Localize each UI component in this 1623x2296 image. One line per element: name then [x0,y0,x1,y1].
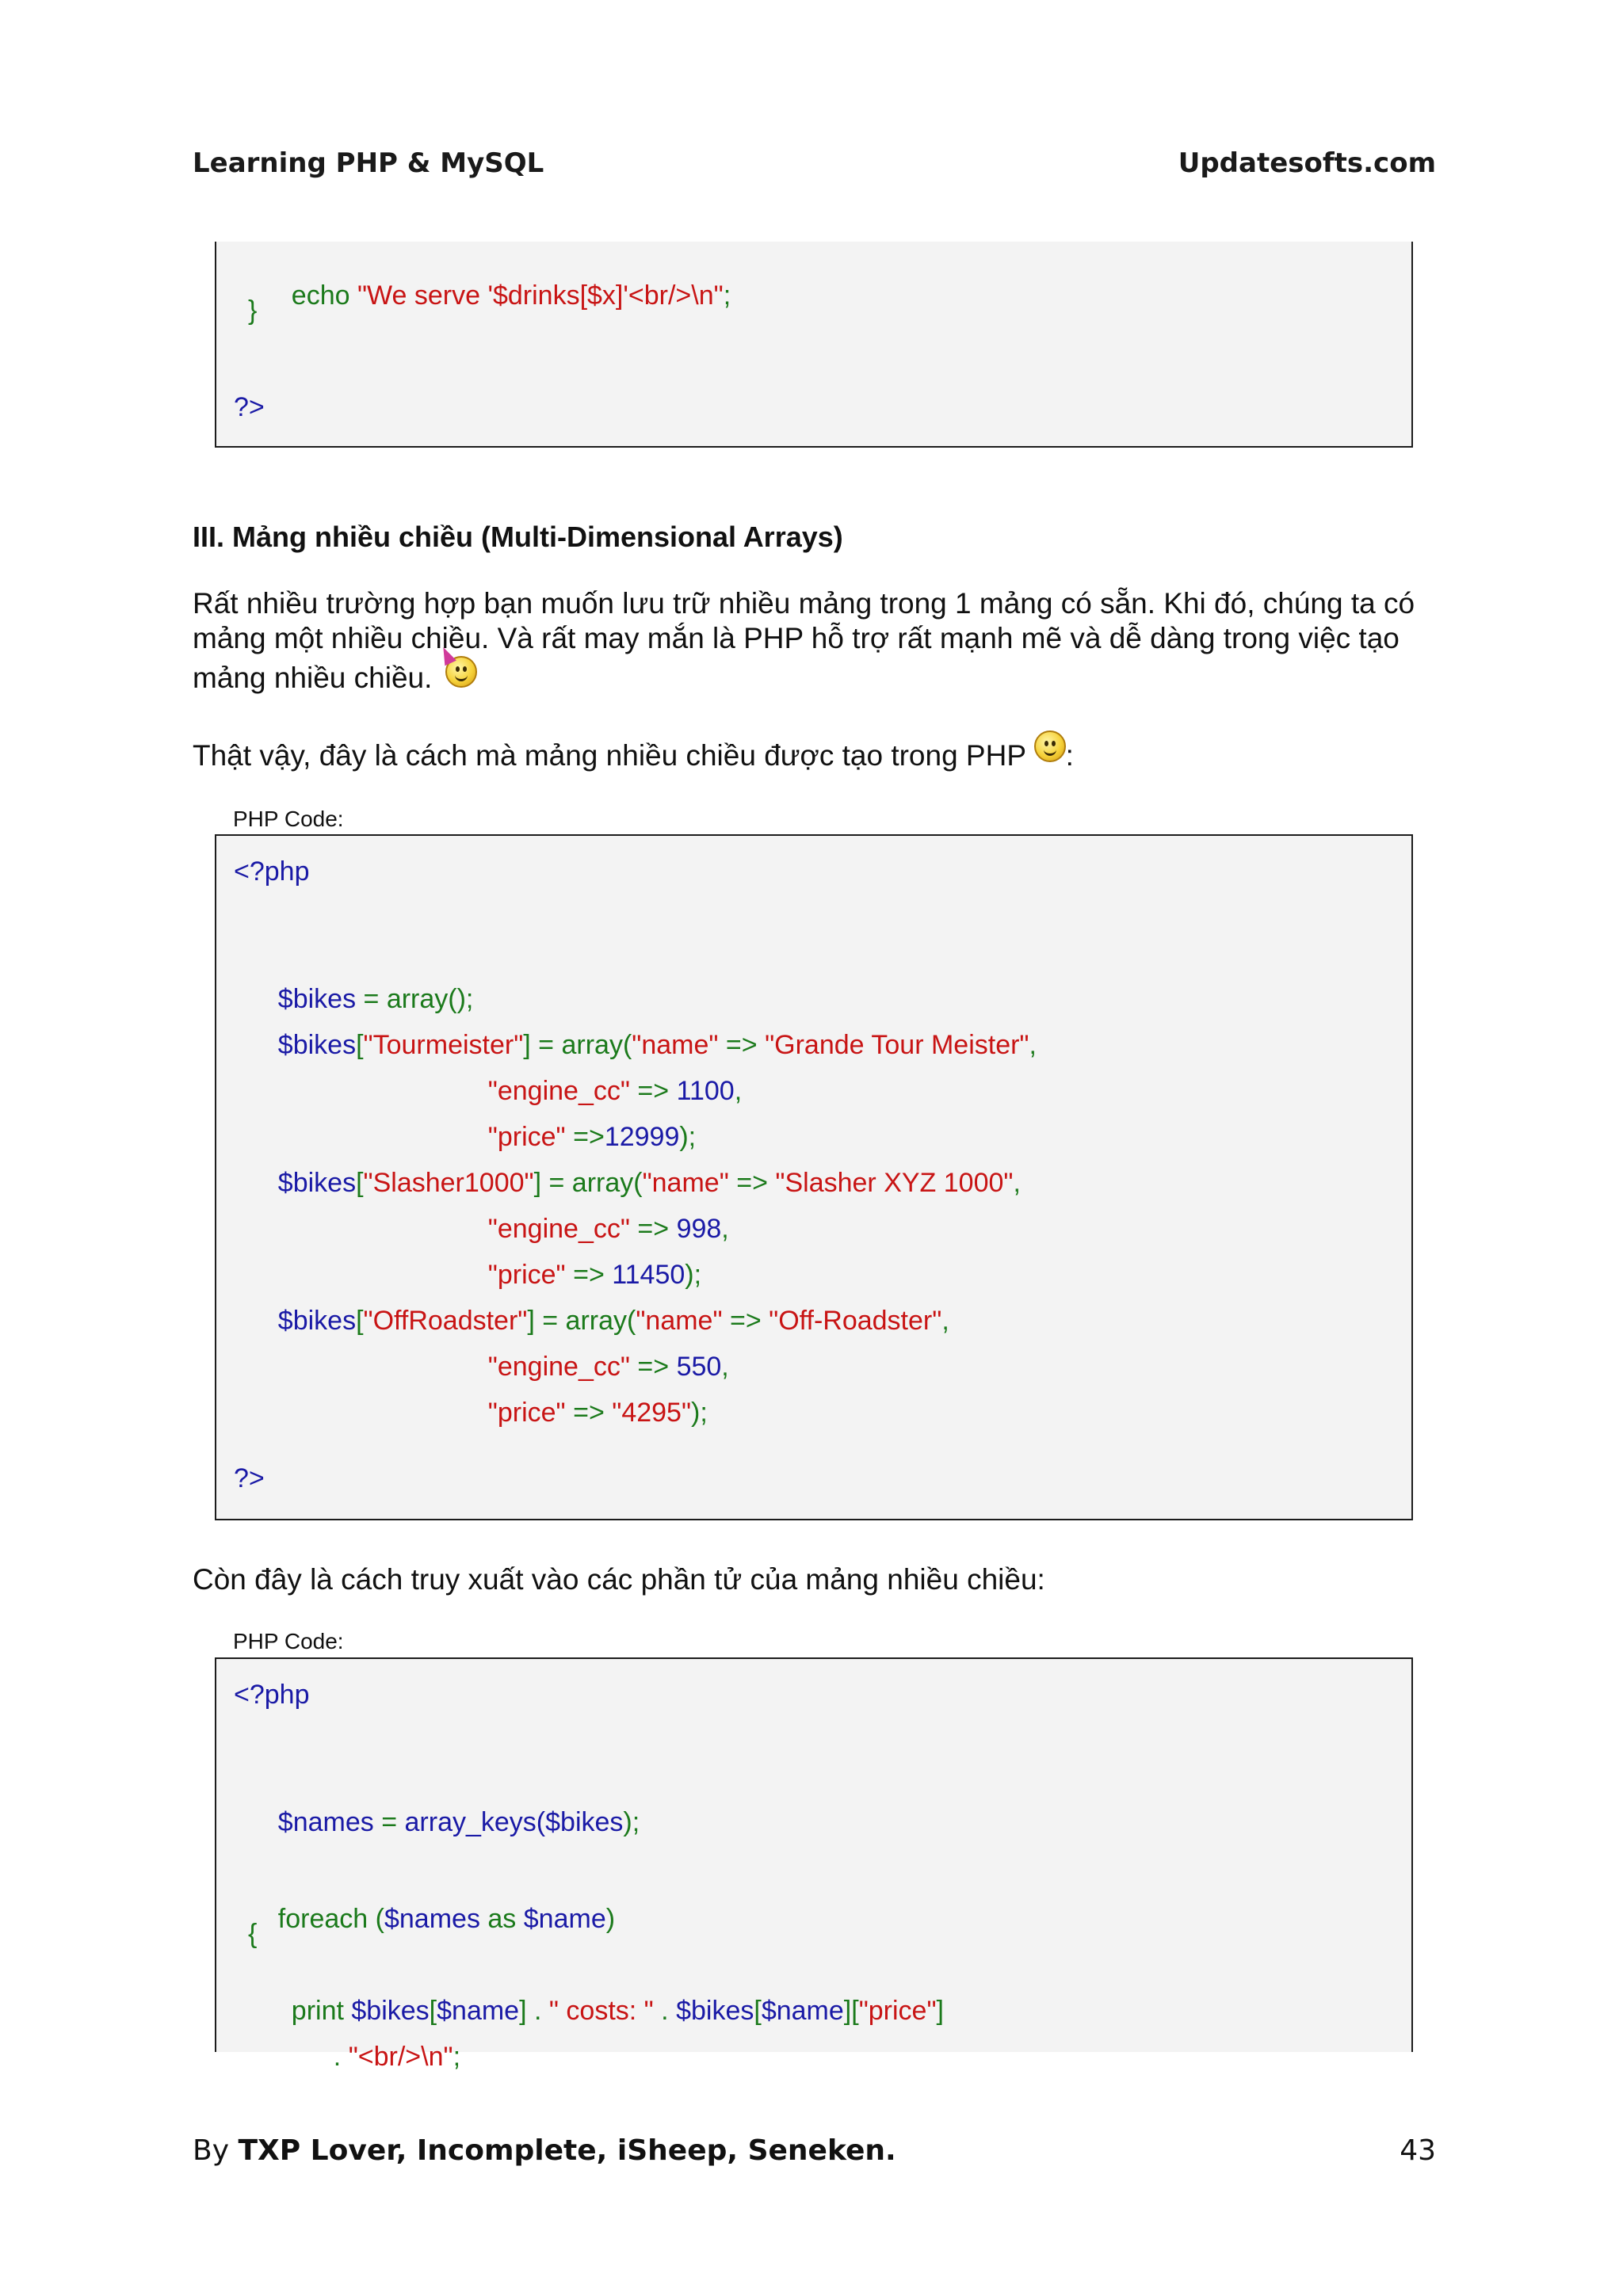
code-line: print $bikes[$name] . " costs: " . $bikes[$name]["price"] [291,1996,944,2026]
code-line: <?php [234,856,310,887]
paragraph-line: mảng một nhiều chiều. Và rất may mắn là PHP hỗ trợ rất mạnh mẽ và dễ dàng trong việc tạo [193,622,1400,654]
code-block-create-array [215,834,1413,1520]
code-line: . "<br/>\n"; [333,2042,461,2072]
code-line: $bikes["Slasher1000"] = array("name" => "Slasher XYZ 1000", [277,1168,1021,1198]
code-label: PHP Code: [233,1629,344,1653]
code-line: "price" => 11450); [487,1260,702,1290]
party-smiley-icon [445,656,477,688]
code-line: $bikes["OffRoadster"] = array("name" => "Off-Roadster", [277,1306,949,1336]
paragraph-line: Rất nhiều trường hợp bạn muốn lưu trữ nhiều mảng trong 1 mảng có sẵn. Khi đó, chúng ta có [193,587,1415,620]
code-block-continued [215,242,1413,448]
code-line: } [248,296,258,326]
code-line: "price" =>12999); [487,1122,697,1152]
code-line: $bikes["Tourmeister"] = array("name" => "Grande Tour Meister", [277,1030,1037,1060]
running-header-site: Updatesofts.com [1178,147,1436,179]
section-heading: III. Mảng nhiều chiều (Multi-Dimensional Arrays) [193,521,843,553]
paragraph-line: mảng nhiều chiều. [193,661,1445,696]
code-line: "engine_cc" => 550, [487,1352,729,1382]
code-line: $names = array_keys($bikes); [277,1807,640,1837]
code-line: "price" => "4295"); [487,1398,708,1428]
code-line: ?> [234,392,265,422]
code-line: $bikes = array(); [277,984,474,1014]
code-line: "engine_cc" => 1100, [487,1076,743,1106]
paragraph-intro [193,586,1445,696]
code-block-access-array [215,1657,1413,2072]
smiley-icon [1034,730,1066,762]
code-label: PHP Code: [233,807,344,831]
code-line: { [248,1919,258,1949]
footer-authors: By TXP Lover, Incomplete, iSheep, Seneken. [193,2134,896,2167]
code-line: echo "We serve '$drinks[$x]'<br/>\n"; [291,280,731,311]
paragraph-create: Thật vậy, đây là cách mà mảng nhiều chiều được tạo trong PHP : [193,738,1445,773]
code-line: ?> [234,1463,265,1493]
paragraph-access: Còn đây là cách truy xuất vào các phần tử của mảng nhiều chiều: [193,1563,1045,1596]
code-line: <?php [234,1680,310,1710]
page-number: 43 [1400,2134,1436,2167]
code-line: foreach ($names as $name) [277,1904,616,1934]
code-line: "engine_cc" => 998, [487,1214,729,1244]
running-header-title: Learning PHP & MySQL [193,147,544,179]
